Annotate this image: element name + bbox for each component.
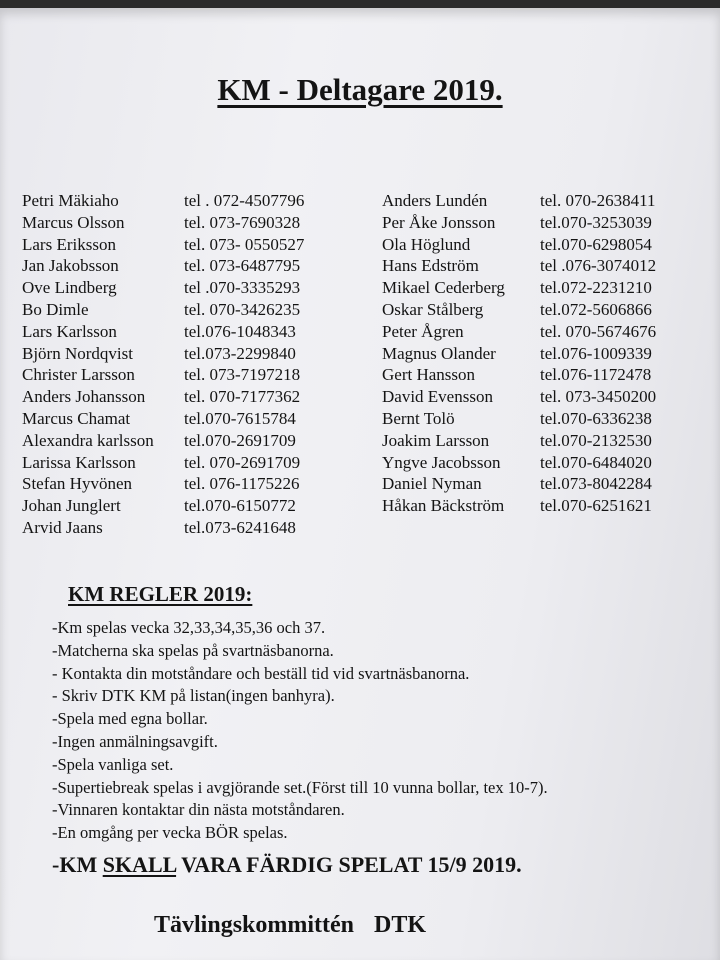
participant-phone: tel. 070-7177362: [184, 387, 301, 407]
participant-row: [382, 256, 712, 278]
participant-phone: tel. 073- 0550527: [184, 234, 305, 254]
participant-phone: tel .070-3335293: [184, 278, 301, 298]
participant-row: [382, 213, 712, 235]
participant-row: [22, 496, 362, 518]
rule-item: - Skriv DTK KM på listan(ingen banhyra).: [52, 686, 335, 706]
rule-item: - Kontakta din motståndare och beställ tid vid svartnäsbanorna.: [52, 663, 470, 683]
participant-phone: tel.072-2231210: [540, 278, 652, 298]
participant-name: Bernt Tolö: [382, 408, 455, 428]
participant-row: [382, 431, 712, 453]
participant-name: Larissa Karlsson: [22, 452, 136, 472]
participant-phone: tel. 070-2638411: [540, 191, 656, 210]
participant-phone: tel.070-2132530: [540, 430, 652, 450]
participant-row: [22, 278, 362, 300]
participant-name: Ove Lindberg: [22, 278, 117, 298]
participant-phone: tel. 070-2691709: [184, 452, 301, 472]
participant-row: [382, 453, 712, 475]
participant-phone: tel.072-5606866: [540, 299, 652, 319]
participant-row: [382, 387, 712, 409]
participant-name: Marcus Chamat: [22, 408, 131, 428]
participant-row: [22, 365, 362, 387]
participant-phone: tel.076-1172478: [540, 365, 652, 385]
participant-name: Håkan Bäckström: [382, 496, 505, 516]
participant-row: [22, 409, 362, 431]
participant-phone: tel.073-8042284: [540, 474, 652, 494]
participant-row: [382, 474, 712, 496]
participant-name: Jan Jakobsson: [22, 256, 119, 276]
participant-name: Arvid Jaans: [22, 517, 103, 537]
participant-phone: tel.070-7615784: [184, 408, 296, 428]
participant-name: Björn Nordqvist: [22, 343, 133, 363]
participant-row: [22, 518, 362, 540]
participant-phone: tel.070-6484020: [540, 452, 652, 472]
participant-list-right: [382, 191, 712, 518]
participant-phone: tel. 073-6487795: [184, 256, 301, 276]
participant-phone: tel.070-3253039: [540, 212, 652, 232]
participant-phone: tel.070-6336238: [540, 408, 652, 428]
page-title: KM - Deltagare 2019.: [217, 72, 503, 107]
participant-name: David Evensson: [382, 387, 493, 407]
participant-row: [382, 300, 712, 322]
participant-row: [22, 235, 362, 257]
participant-phone: tel. 070-3426235: [184, 299, 301, 319]
participant-row: [22, 344, 362, 366]
participant-name: Per Åke Jonsson: [382, 212, 496, 232]
participant-row: [22, 387, 362, 409]
participant-phone: tel. 076-1175226: [184, 474, 300, 494]
participant-row: [382, 409, 712, 431]
final-rule-emphasis: SKALL: [102, 852, 177, 877]
participant-phone: tel .076-3074012: [540, 256, 657, 276]
participant-name: Hans Edström: [382, 256, 479, 276]
rule-item: -Ingen anmälningsavgift.: [52, 731, 218, 751]
participant-name: Ola Höglund: [382, 234, 471, 254]
participant-row: [22, 322, 362, 344]
participant-name: Marcus Olsson: [22, 212, 125, 232]
participant-row: [22, 213, 362, 235]
participant-phone: tel. 073-7197218: [184, 365, 301, 385]
participant-name: Daniel Nyman: [382, 474, 482, 494]
participant-phone: tel . 072-4507796: [184, 191, 305, 210]
participant-name: Oskar Stålberg: [382, 299, 484, 319]
participant-name: Peter Ågren: [382, 321, 464, 341]
rule-item: -Matcherna ska spelas på svartnäsbanorna.: [52, 640, 334, 660]
rule-item: -Km spelas vecka 32,33,34,35,36 och 37.: [52, 618, 326, 637]
participant-phone: tel.070-6298054: [540, 234, 652, 254]
participant-phone: tel.076-1048343: [184, 321, 296, 341]
participant-phone: tel. 070-5674676: [540, 321, 657, 341]
participant-name: Mikael Cederberg: [382, 278, 505, 298]
participant-name: Petri Mäkiaho: [22, 191, 119, 210]
participant-row: [22, 300, 362, 322]
participant-name: Christer Larsson: [22, 365, 135, 385]
participant-row: [22, 191, 362, 213]
participant-row: [382, 191, 712, 213]
participant-row: [382, 322, 712, 344]
participant-list-left: [22, 191, 362, 540]
signature: Tävlingskommittén DTK: [154, 912, 427, 938]
rules-title: KM REGLER 2019:: [68, 582, 253, 606]
participant-phone: tel.070-6150772: [184, 496, 296, 516]
participant-name: Alexandra karlsson: [22, 430, 154, 450]
final-rule-suffix: VARA FÄRDIG SPELAT 15/9 2019.: [176, 852, 522, 877]
participant-name: Yngve Jacobsson: [382, 452, 501, 472]
participant-phone: tel.070-6251621: [540, 496, 652, 516]
final-rule: [52, 852, 522, 878]
participant-phone: tel.076-1009339: [540, 343, 652, 363]
participant-name: Lars Karlsson: [22, 321, 117, 341]
participant-row: [382, 278, 712, 300]
participant-phone: tel. 073-7690328: [184, 212, 301, 232]
participant-name: Magnus Olander: [382, 343, 496, 363]
participant-name: Bo Dimle: [22, 299, 89, 319]
participant-row: [382, 496, 712, 518]
participant-phone: tel.070-2691709: [184, 430, 296, 450]
participant-name: Joakim Larsson: [382, 430, 490, 450]
participant-row: [382, 365, 712, 387]
participant-name: Johan Junglert: [22, 496, 121, 516]
participant-phone: tel. 073-3450200: [540, 387, 657, 407]
participant-name: Stefan Hyvönen: [22, 474, 133, 494]
rule-item: -Spela vanliga set.: [52, 754, 174, 774]
rule-item: -Supertiebreak spelas i avgjörande set.(Först till 10 vunna bollar, tex 10-7).: [52, 777, 548, 797]
rule-item: -Vinnaren kontaktar din nästa motståndaren.: [52, 800, 345, 820]
participant-row: [22, 256, 362, 278]
participant-name: Gert Hansson: [382, 365, 476, 385]
participant-name: Anders Johansson: [22, 387, 146, 407]
final-rule-prefix: -KM: [52, 852, 103, 877]
participant-row: [22, 474, 362, 496]
participant-row: [22, 453, 362, 475]
paper-sheet: [0, 8, 720, 960]
participant-row: [382, 235, 712, 257]
participant-name: Anders Lundén: [382, 191, 488, 210]
participant-phone: tel.073-6241648: [184, 517, 296, 537]
rule-item: -En omgång per vecka BÖR spelas.: [52, 823, 288, 843]
participant-row: [382, 344, 712, 366]
rule-item: -Spela med egna bollar.: [52, 709, 208, 729]
participant-name: Lars Eriksson: [22, 234, 116, 254]
participant-phone: tel.073-2299840: [184, 343, 296, 363]
participant-row: [22, 431, 362, 453]
rules-list: [52, 618, 548, 846]
